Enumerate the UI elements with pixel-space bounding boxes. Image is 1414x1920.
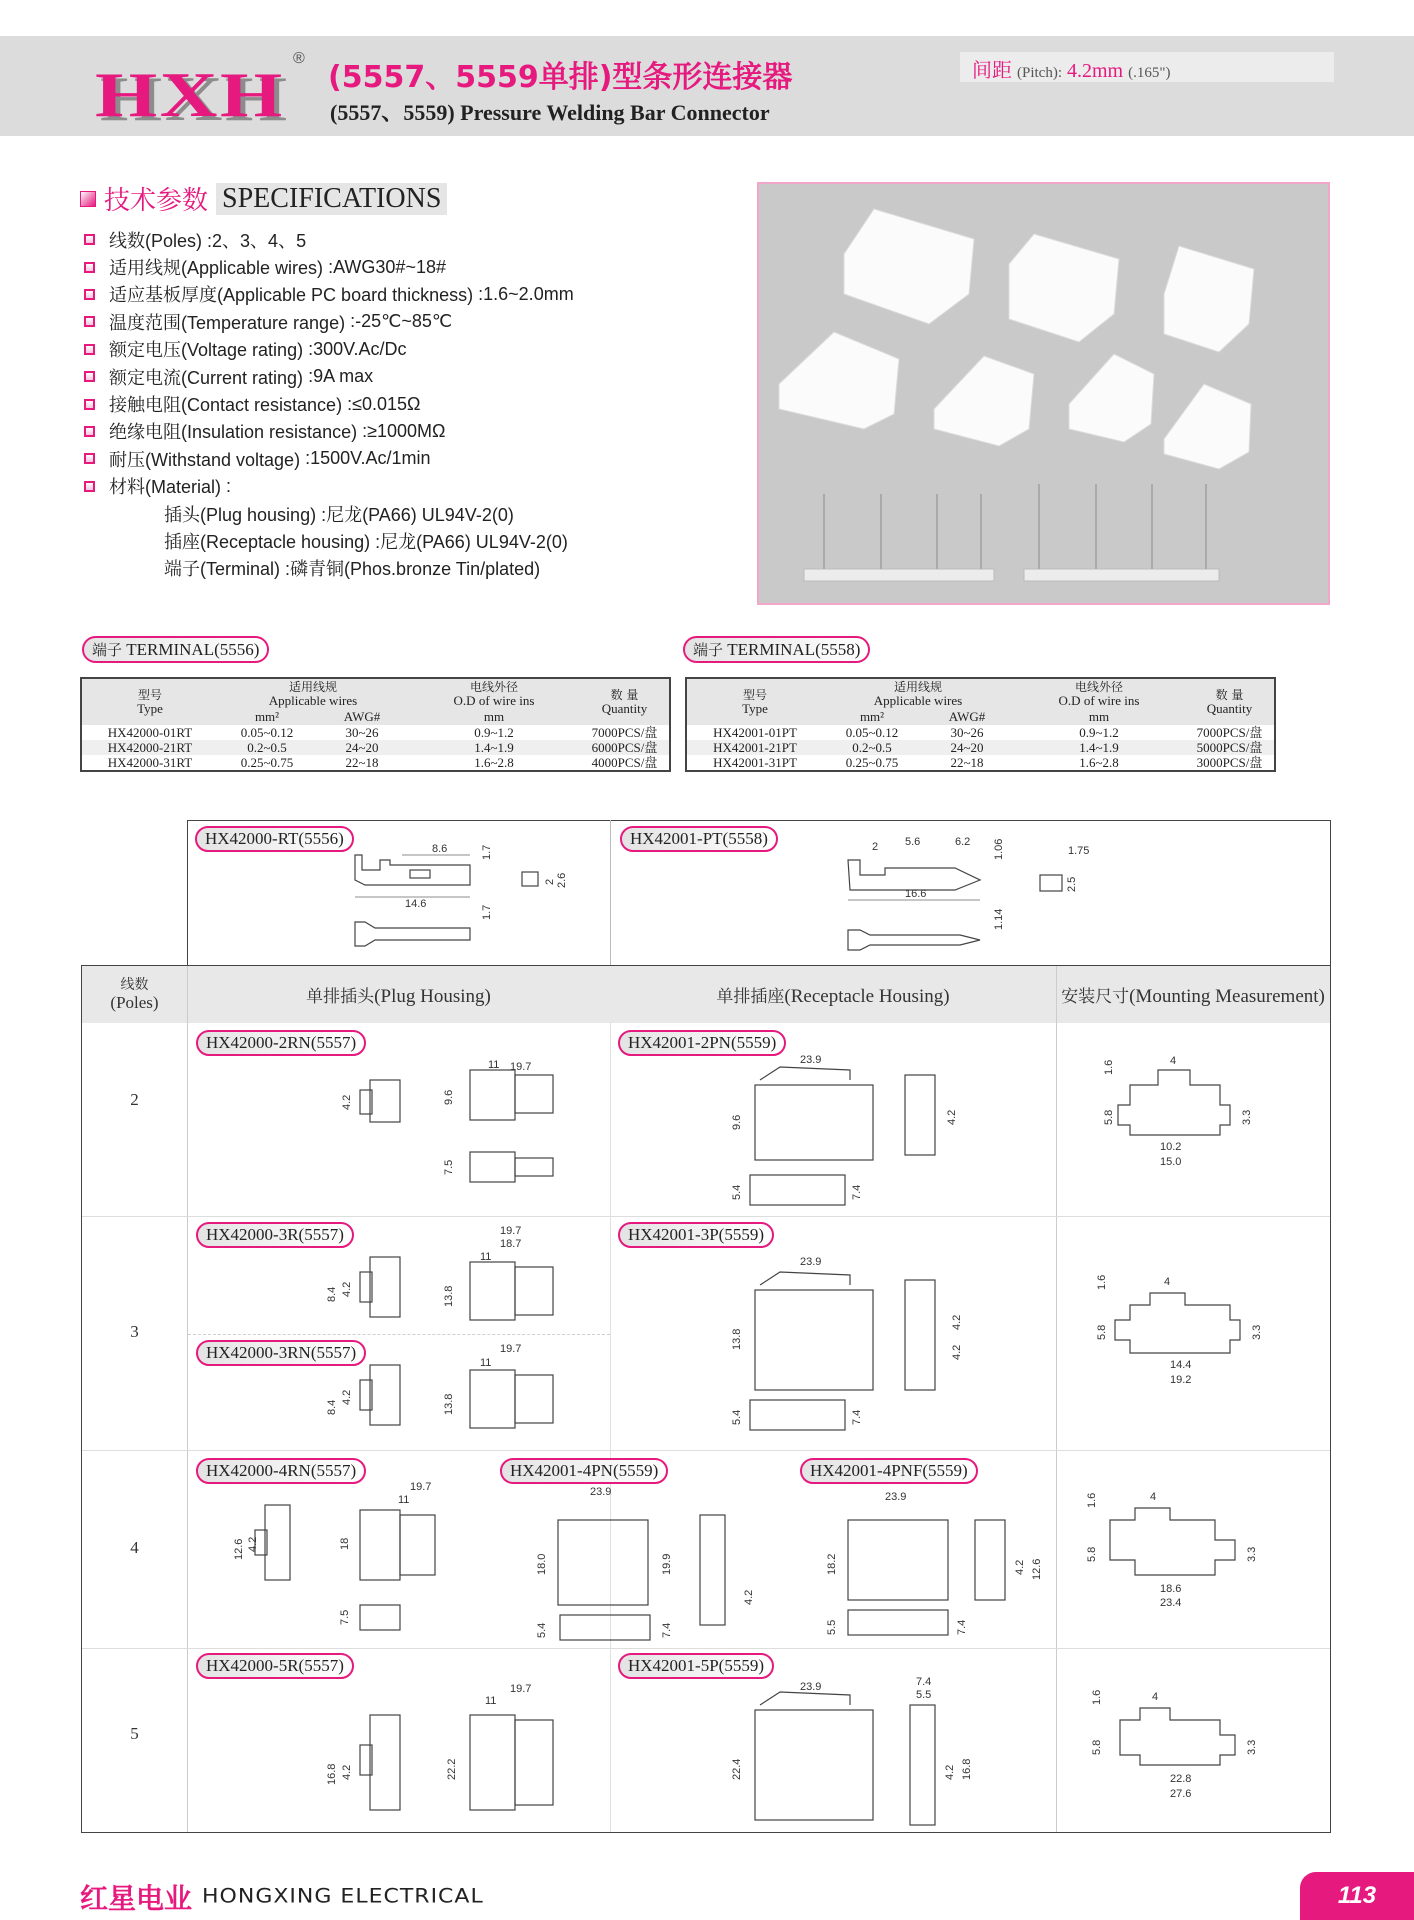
svg-text:4: 4 [1152, 1691, 1159, 1703]
square-bullet-icon [80, 191, 96, 207]
page-number: 113 [1300, 1872, 1414, 1920]
svg-text:23.9: 23.9 [800, 1681, 822, 1693]
svg-text:7.4: 7.4 [661, 1622, 673, 1638]
svg-text:2: 2 [544, 878, 556, 885]
svg-text:2.6: 2.6 [556, 872, 568, 888]
svg-text:4: 4 [1170, 1055, 1177, 1067]
part-label: HX42000-2RN(5557) [196, 1030, 366, 1056]
poles-2: 2 [130, 1090, 139, 1109]
terminal-5558-drawing [840, 830, 1100, 960]
svg-text:9.6: 9.6 [731, 1114, 743, 1130]
spec-item: 额定电流(Current rating) :9A max [84, 363, 574, 390]
svg-text:11: 11 [480, 1357, 492, 1369]
svg-text:1.6: 1.6 [1091, 1689, 1103, 1705]
spec-item: 材料(Material) : [84, 473, 574, 500]
svg-text:19.7: 19.7 [410, 1481, 432, 1493]
spec-item: 接触电阻(Contact resistance) :≤0.015Ω [84, 390, 574, 417]
svg-text:4.2: 4.2 [341, 1281, 353, 1297]
svg-text:5.8: 5.8 [1086, 1546, 1098, 1562]
header-plug-housing: 单排插头(Plug Housing) [306, 986, 491, 1007]
header-poles: 线数 (Poles) [110, 977, 159, 1012]
svg-text:23.9: 23.9 [590, 1486, 612, 1498]
pitch-box [960, 52, 1334, 82]
specifications-heading [80, 180, 447, 217]
material-item: 插座(Receptacle housing) :尼龙(PA66) UL94V-2(0) [164, 531, 568, 552]
svg-text:13.8: 13.8 [443, 1285, 455, 1307]
svg-text:5.5: 5.5 [826, 1619, 838, 1635]
poles-3: 3 [130, 1322, 139, 1341]
svg-text:19.2: 19.2 [1170, 1374, 1192, 1386]
pitch-value: 4.2mm [1067, 60, 1124, 82]
svg-text:7.5: 7.5 [443, 1159, 455, 1175]
material-item: 插头(Plug housing) :尼龙(PA66) UL94V-2(0) [164, 504, 514, 525]
plug-5r-drawing [320, 1680, 580, 1830]
poles-5: 5 [130, 1724, 139, 1743]
table-row: HX42000-01RT 0.05~0.12 30~26 0.9~1.2 7000PCS/盘 [107, 725, 658, 740]
svg-text:1.6: 1.6 [1086, 1492, 1098, 1508]
part-label: HX42001-5P(5559) [618, 1653, 774, 1679]
svg-text:18.7: 18.7 [500, 1238, 522, 1250]
svg-text:4.2: 4.2 [247, 1536, 259, 1552]
bullet-icon [84, 344, 95, 355]
page-title-cn: (5557、5559单排)型条形连接器 [328, 60, 793, 95]
svg-text:15.0: 15.0 [1160, 1156, 1182, 1168]
footer-brand-cn: 红星电业 [80, 1882, 193, 1915]
svg-text:23.9: 23.9 [885, 1491, 907, 1503]
svg-text:5.8: 5.8 [1096, 1324, 1108, 1340]
svg-text:2.5: 2.5 [1066, 876, 1078, 892]
receptacle-3p-drawing [720, 1245, 980, 1445]
mounting-3-drawing [1090, 1265, 1310, 1395]
part-label: HX42001-4PNF(5559) [800, 1458, 978, 1484]
bullet-icon [84, 234, 95, 245]
table-row: HX42001-21PT 0.2~0.5 24~20 1.4~1.9 5000PCS/盘 [686, 740, 1275, 755]
receptacle-2pn-drawing [720, 1045, 980, 1210]
receptacle-4pnf-drawing [820, 1480, 1060, 1645]
header-receptacle-housing: 单排插座(Receptacle Housing) [716, 986, 950, 1007]
spec-heading-en: SPECIFICATIONS [216, 183, 447, 215]
svg-text:27.6: 27.6 [1170, 1788, 1192, 1800]
registered-mark: ® [293, 50, 305, 67]
svg-text:19.7: 19.7 [500, 1343, 522, 1355]
svg-text:4.2: 4.2 [743, 1589, 755, 1605]
svg-text:3.3: 3.3 [1241, 1109, 1253, 1125]
svg-text:1.6: 1.6 [1103, 1059, 1115, 1075]
terminal-5558-title: 端子 TERMINAL(5558) [683, 636, 870, 663]
material-item: 端子(Terminal) :磷青铜(Phos.bronze Tin/plated) [164, 559, 541, 580]
terminal-5556-table: 型号 Type 适用线规 Applicable wires 电线外径 O.D of wire ins 数 量 Quantity mm² AWG# mm HX42000-01RT 0.05~0.12 30~26 0.9~1.2 7000PCS/盘 HX42000-21RT 0.2~0.5 24~20 1.4~1.9 6000PCS/盘 HX42000-31RT 0.25~0.75 22~18 1.6~2.8 4000PCS/盘 [80, 677, 671, 772]
table-row: HX42000-31RT 0.25~0.75 22~18 1.6~2.8 4000PCS/盘 [107, 755, 658, 770]
svg-text:22.2: 22.2 [446, 1758, 458, 1780]
part-label: HX42000-3R(5557) [196, 1222, 354, 1248]
table-row: HX42001-31PT 0.25~0.75 22~18 1.6~2.8 3000PCS/盘 [713, 755, 1263, 770]
svg-text:14.4: 14.4 [1170, 1359, 1192, 1371]
svg-text:23.9: 23.9 [800, 1054, 822, 1066]
footer-brand-en: HONGXING ELECTRICAL [202, 1885, 484, 1908]
svg-text:11: 11 [485, 1695, 497, 1707]
terminal-5556-title: 端子 TERMINAL(5556) [82, 636, 269, 663]
bullet-icon [84, 399, 95, 410]
svg-text:5.4: 5.4 [536, 1622, 548, 1638]
svg-text:1.7: 1.7 [481, 904, 493, 920]
svg-text:1.06: 1.06 [993, 838, 1005, 860]
svg-text:4.2: 4.2 [1014, 1559, 1026, 1575]
svg-text:19.7: 19.7 [510, 1061, 532, 1073]
part-label: HX42000-4RN(5557) [196, 1458, 366, 1484]
svg-text:3.3: 3.3 [1246, 1739, 1258, 1755]
svg-text:4: 4 [1164, 1276, 1171, 1288]
svg-text:13.8: 13.8 [731, 1328, 743, 1350]
svg-text:5.4: 5.4 [731, 1184, 743, 1200]
part-label: HX42000-3RN(5557) [196, 1340, 366, 1366]
svg-text:9.6: 9.6 [443, 1089, 455, 1105]
spec-item: 适用线规(Applicable wires) :AWG30#~18# [84, 253, 574, 280]
mounting-4-drawing [1085, 1480, 1315, 1620]
bullet-icon [84, 453, 95, 464]
part-label: HX42001-4PN(5559) [500, 1458, 668, 1484]
svg-text:14.6: 14.6 [405, 898, 427, 910]
mounting-5-drawing [1085, 1680, 1315, 1820]
svg-text:10.2: 10.2 [1160, 1141, 1182, 1153]
svg-text:4.2: 4.2 [341, 1094, 353, 1110]
terminal-drawing-label: HX42000-RT(5556) [195, 826, 354, 852]
svg-text:12.6: 12.6 [233, 1538, 245, 1560]
svg-text:4.2: 4.2 [944, 1764, 956, 1780]
svg-text:19.9: 19.9 [661, 1553, 673, 1575]
svg-text:1.75: 1.75 [1068, 845, 1090, 857]
poles-4: 4 [130, 1538, 139, 1557]
svg-text:7.5: 7.5 [339, 1609, 351, 1625]
svg-text:4.2: 4.2 [951, 1314, 963, 1330]
terminal-drawing-label: HX42001-PT(5558) [620, 826, 778, 852]
spec-heading-cn: 技术参数 [104, 186, 209, 216]
svg-text:7.4: 7.4 [851, 1409, 863, 1425]
svg-text:13.8: 13.8 [443, 1393, 455, 1415]
svg-text:4.2: 4.2 [341, 1389, 353, 1405]
connector-photo-illustration [759, 184, 1332, 607]
svg-text:19.7: 19.7 [510, 1683, 532, 1695]
svg-text:2: 2 [872, 841, 879, 853]
svg-text:3.3: 3.3 [1246, 1546, 1258, 1562]
spec-list [84, 226, 574, 582]
svg-text:8.4: 8.4 [326, 1286, 338, 1302]
bullet-icon [84, 371, 95, 382]
receptacle-5p-drawing [720, 1676, 980, 1830]
part-label: HX42001-2PN(5559) [618, 1030, 786, 1056]
svg-text:22.4: 22.4 [731, 1758, 743, 1780]
svg-text:12.6: 12.6 [1031, 1558, 1043, 1580]
svg-text:1.7: 1.7 [481, 844, 493, 860]
bullet-icon [84, 262, 95, 273]
svg-text:5.5: 5.5 [916, 1689, 932, 1701]
spec-item: 线数(Poles) :2、3、4、5 [84, 226, 574, 253]
receptacle-4pn-drawing [520, 1480, 800, 1645]
spec-item: 耐压(Withstand voltage) :1500V.Ac/1min [84, 445, 574, 472]
header-mounting-measurement: 安装尺寸(Mounting Measurement) [1061, 986, 1325, 1007]
svg-text:4.2: 4.2 [951, 1344, 963, 1360]
svg-text:23.9: 23.9 [800, 1256, 822, 1268]
svg-text:7.4: 7.4 [956, 1619, 968, 1635]
pitch-label-cn: 间距 [972, 58, 1012, 82]
svg-text:5.8: 5.8 [1103, 1109, 1115, 1125]
svg-text:18: 18 [339, 1537, 351, 1550]
svg-text:8.4: 8.4 [326, 1399, 338, 1415]
svg-text:1.14: 1.14 [993, 908, 1005, 930]
svg-text:5.8: 5.8 [1091, 1739, 1103, 1755]
svg-text:11: 11 [398, 1494, 410, 1506]
svg-text:7.4: 7.4 [851, 1184, 863, 1200]
svg-text:1.6: 1.6 [1096, 1274, 1108, 1290]
page-title-en: (5557、5559) Pressure Welding Bar Connector [330, 100, 770, 125]
bullet-icon [84, 481, 95, 492]
spec-item: 额定电压(Voltage rating) :300V.Ac/Dc [84, 336, 574, 363]
spec-item: 适应基板厚度(Applicable PC board thickness) :1.6~2.0mm [84, 281, 574, 308]
part-label: HX42000-5R(5557) [196, 1653, 354, 1679]
table-row: HX42001-01PT 0.05~0.12 30~26 0.9~1.2 7000PCS/盘 [713, 725, 1263, 740]
bullet-icon [84, 316, 95, 327]
pitch-label-en: (Pitch): [1017, 65, 1062, 81]
product-photo [757, 182, 1330, 605]
spec-item: 绝缘电阻(Insulation resistance) :≥1000MΩ [84, 418, 574, 445]
part-label: HX42001-3P(5559) [618, 1222, 774, 1248]
svg-text:3.3: 3.3 [1251, 1324, 1263, 1340]
pitch-inch: (.165") [1128, 65, 1171, 81]
svg-text:4.2: 4.2 [341, 1764, 353, 1780]
terminal-5556-drawing [350, 840, 570, 960]
plug-4rn-drawing [230, 1480, 490, 1645]
plug-2rn-drawing [340, 1060, 580, 1210]
plug-3rn-drawing [326, 1340, 580, 1448]
bullet-icon [84, 289, 95, 300]
svg-text:7.4: 7.4 [916, 1676, 932, 1688]
svg-text:5.6: 5.6 [905, 836, 921, 848]
svg-text:18.6: 18.6 [1160, 1583, 1182, 1595]
plug-3r-drawing [326, 1222, 580, 1332]
svg-text:11: 11 [488, 1059, 500, 1071]
svg-text:6.2: 6.2 [955, 836, 971, 848]
svg-text:16.6: 16.6 [905, 888, 927, 900]
spec-item: 温度范围(Temperature range) :-25℃~85℃ [84, 308, 574, 335]
mounting-2-drawing [1090, 1050, 1310, 1180]
svg-text:4: 4 [1150, 1491, 1157, 1503]
hxh-logo: HXH [95, 59, 285, 130]
svg-text:18.0: 18.0 [536, 1553, 548, 1575]
svg-text:5.4: 5.4 [731, 1409, 743, 1425]
svg-text:16.8: 16.8 [961, 1758, 973, 1780]
svg-text:8.6: 8.6 [432, 843, 448, 855]
svg-text:18.2: 18.2 [826, 1553, 838, 1575]
terminal-5558-table: 型号 Type 适用线规 Applicable wires 电线外径 O.D of wire ins 数 量 Quantity mm² AWG# mm HX42001-01PT 0.05~0.12 30~26 0.9~1.2 7000PCS/盘 HX42001-21PT 0.2~0.5 24~20 1.4~1.9 5000PCS/盘 HX42001-31PT 0.25~0.75 22~18 1.6~2.8 3000PCS/盘 [685, 677, 1276, 772]
svg-text:19.7: 19.7 [500, 1225, 522, 1237]
bullet-icon [84, 426, 95, 437]
svg-text:23.4: 23.4 [1160, 1597, 1182, 1609]
svg-text:4.2: 4.2 [946, 1109, 958, 1125]
svg-text:11: 11 [480, 1251, 492, 1263]
svg-text:16.8: 16.8 [326, 1763, 338, 1785]
svg-text:22.8: 22.8 [1170, 1773, 1192, 1785]
table-row: HX42000-21RT 0.2~0.5 24~20 1.4~1.9 6000PCS/盘 [81, 740, 670, 755]
